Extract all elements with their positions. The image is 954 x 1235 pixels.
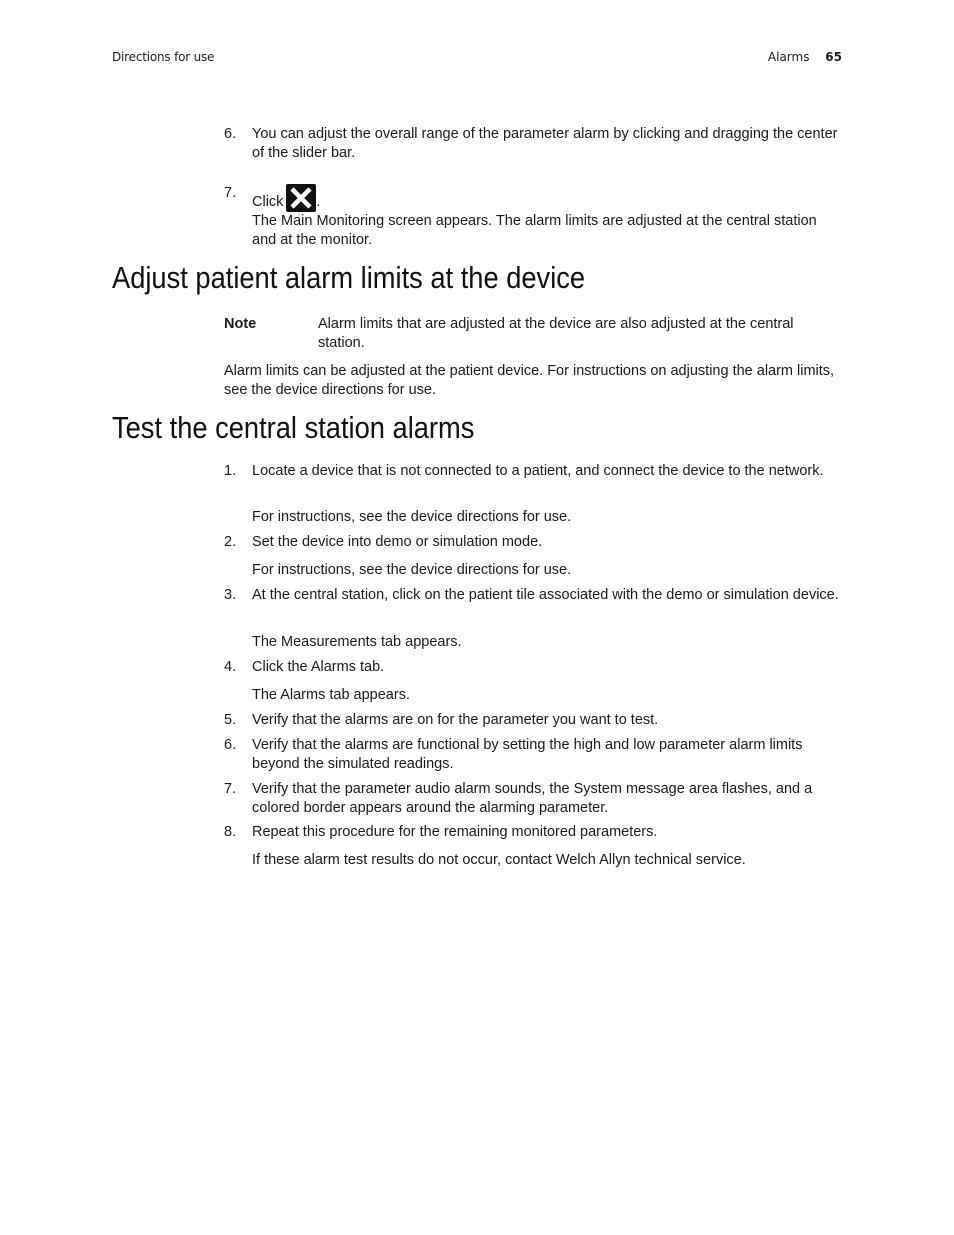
note-text: Alarm limits that are adjusted at the device are also adjusted at the central station. [318, 316, 794, 351]
section-heading: Test the central station alarms [112, 410, 475, 445]
step-number: 5. [224, 712, 237, 728]
step-number: 6. [224, 126, 237, 142]
step-text: Verify that the parameter audio alarm sounds, the System message area flashes, and a colored border appears around the alarming parameter. [252, 781, 813, 816]
section-heading: Adjust patient alarm limits at the device [112, 260, 586, 295]
step-result: For instructions, see the device directions for use. [252, 562, 572, 578]
close-icon [286, 184, 316, 212]
step-text-before: Click [252, 194, 284, 210]
step-text: At the central station, click on the patient tile associated with the demo or simulation device. [252, 587, 839, 603]
page-header [112, 50, 842, 66]
step-number: 7. [224, 781, 237, 797]
step-result: The Main Monitoring screen appears. The alarm limits are adjusted at the central station and at the monitor. [252, 213, 817, 248]
step-text: Locate a device that is not connected to a patient, and connect the device to the network. [252, 463, 824, 479]
step-text: Verify that the alarms are functional by setting the high and low parameter alarm limits beyond the simulated readings. [252, 737, 803, 772]
step-text: Repeat this procedure for the remaining monitored parameters. [252, 824, 658, 840]
step-result: If these alarm test results do not occur, contact Welch Allyn technical service. [252, 852, 746, 868]
step-number: 8. [224, 824, 237, 840]
step-result: For instructions, see the device directions for use. [252, 509, 572, 525]
step-number: 3. [224, 587, 237, 603]
page-number: 65 [825, 50, 842, 64]
step-text: Click the Alarms tab. [252, 659, 385, 675]
step-text-after: . [316, 194, 321, 210]
step-number: 7. [224, 185, 237, 201]
step-number: 6. [224, 737, 237, 753]
body-paragraph: Alarm limits can be adjusted at the patient device. For instructions on adjusting the alarm limits, see the device directions for use. [224, 363, 835, 398]
header-section: Alarms [767, 50, 810, 64]
header-doc-title: Directions for use [112, 50, 215, 64]
step-text [252, 184, 844, 212]
step-text: Verify that the alarms are on for the parameter you want to test. [252, 712, 659, 728]
step-text: Set the device into demo or simulation mode. [252, 534, 543, 550]
step-result: The Alarms tab appears. [252, 687, 410, 703]
step-text: You can adjust the overall range of the parameter alarm by clicking and dragging the center of the slider bar. [252, 126, 838, 161]
header-right [768, 50, 842, 64]
step-number: 2. [224, 534, 237, 550]
step-number: 4. [224, 659, 237, 675]
step-result: The Measurements tab appears. [252, 634, 462, 650]
step-number: 1. [224, 463, 237, 479]
note-label: Note [224, 316, 257, 332]
